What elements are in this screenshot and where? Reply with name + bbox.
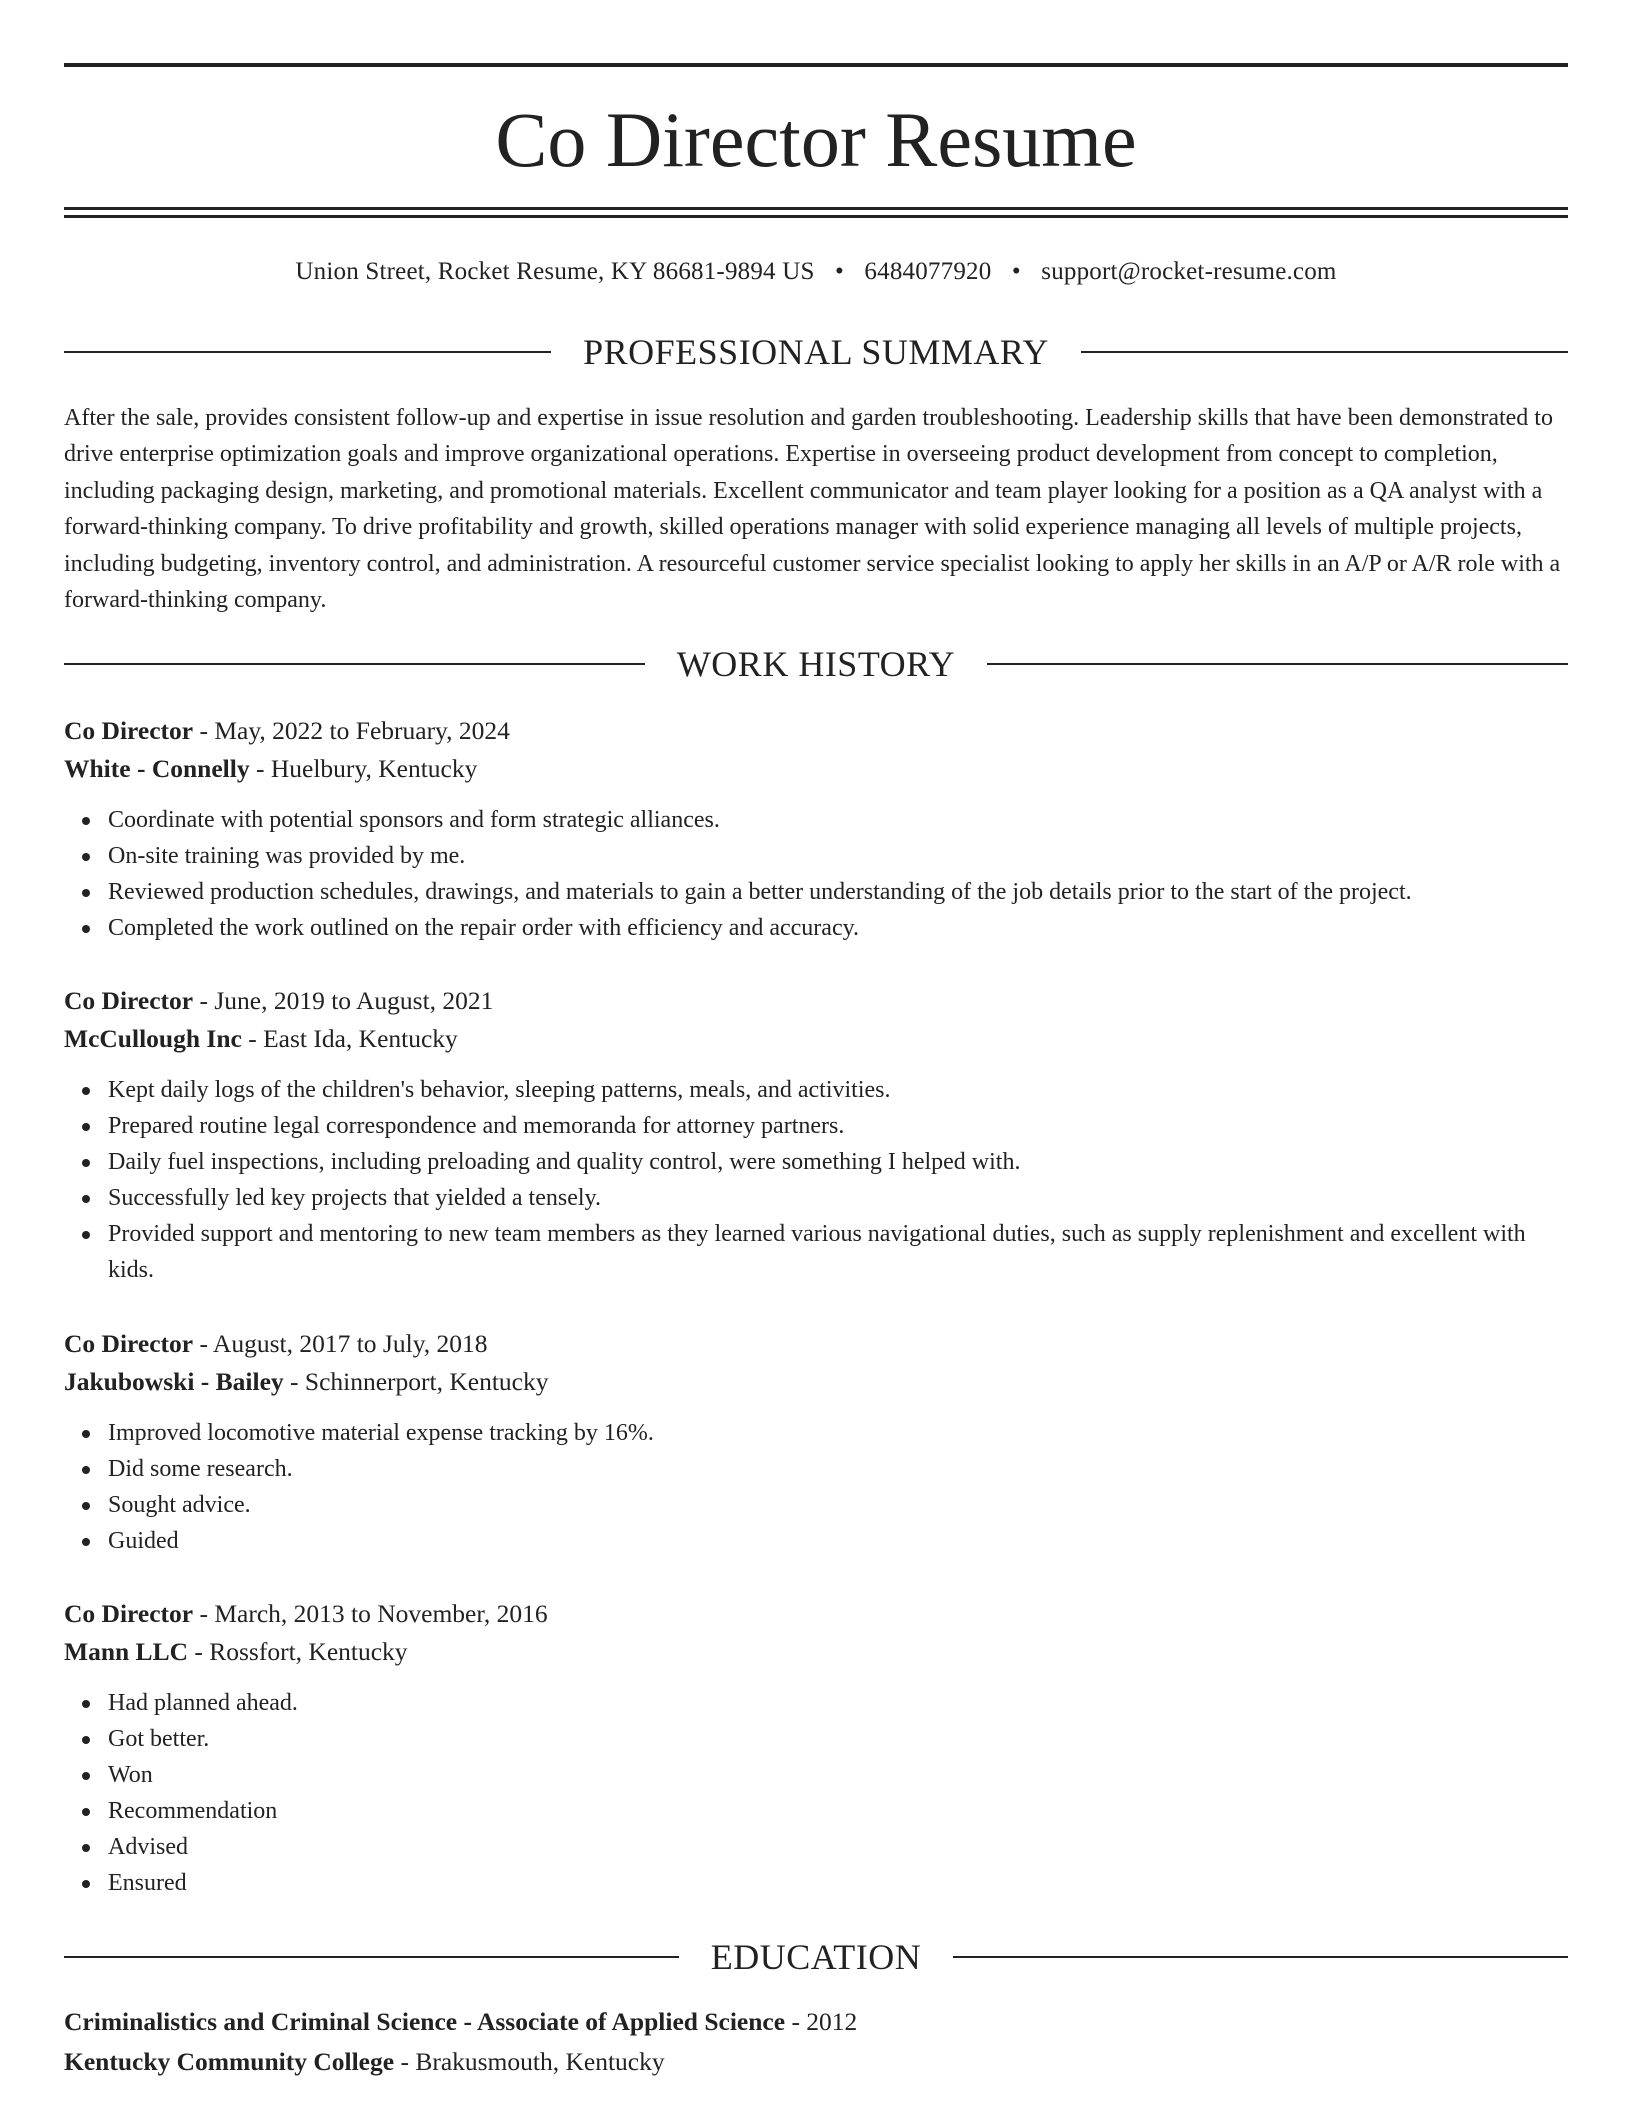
list-item: Did some research. (108, 1451, 1568, 1487)
job-company-line (64, 750, 1568, 788)
education-entry (64, 2002, 1568, 2082)
heading-rule (64, 1956, 679, 1958)
job-company: McCullough Inc (64, 1024, 242, 1053)
job-dates: - May, 2022 to February, 2024 (193, 716, 510, 745)
contact-separator: • (1011, 258, 1021, 285)
job-entry (64, 982, 1568, 1288)
job-company-line (64, 1633, 1568, 1671)
list-item: Had planned ahead. (108, 1685, 1568, 1721)
education-school-line (64, 2042, 1568, 2082)
job-dates: - August, 2017 to July, 2018 (193, 1329, 488, 1358)
heading-rule (987, 663, 1568, 665)
education-degree: Criminalistics and Criminal Science - Associate of Applied Science (64, 2007, 786, 2036)
contact-line (64, 254, 1568, 290)
job-title: Co Director (64, 1329, 194, 1358)
section-heading-education (64, 1935, 1568, 1979)
education-school: Kentucky Community College (64, 2047, 395, 2076)
job-title: Co Director (64, 716, 194, 745)
contact-phone: 6484077920 (864, 258, 992, 285)
job-title: Co Director (64, 1599, 194, 1628)
job-entry (64, 1595, 1568, 1901)
list-item: Ensured (108, 1865, 1568, 1901)
list-item: Completed the work outlined on the repair order with efficiency and accuracy. (108, 910, 1568, 946)
top-divider (64, 63, 1568, 67)
job-company: White - Connelly (64, 754, 250, 783)
job-location: - Schinnerport, Kentucky (283, 1367, 549, 1396)
job-bullets (64, 1072, 1568, 1288)
section-title: PROFESSIONAL SUMMARY (583, 332, 1049, 372)
list-item: Prepared routine legal correspondence and memoranda for attorney partners. (108, 1108, 1568, 1144)
job-location: - East Ida, Kentucky (241, 1024, 458, 1053)
job-company-line (64, 1020, 1568, 1058)
job-title-line (64, 712, 1568, 750)
list-item: Improved locomotive material expense tracking by 16%. (108, 1415, 1568, 1451)
title-divider-lower (64, 215, 1568, 218)
job-location: - Rossfort, Kentucky (188, 1637, 408, 1666)
job-bullets (64, 1685, 1568, 1901)
job-entry (64, 1325, 1568, 1559)
job-title-line (64, 982, 1568, 1020)
section-title: EDUCATION (710, 1937, 922, 1977)
list-item: Successfully led key projects that yielded a tensely. (108, 1180, 1568, 1216)
heading-rule (953, 1956, 1568, 1958)
list-item: Daily fuel inspections, including preloading and quality control, were something I helped with. (108, 1144, 1568, 1180)
list-item: Won (108, 1757, 1568, 1793)
contact-email: support@rocket-resume.com (1041, 258, 1337, 285)
section-heading-summary (64, 330, 1568, 374)
job-title: Co Director (64, 986, 194, 1015)
list-item: Reviewed production schedules, drawings, and materials to gain a better understanding of the job details prior to the start of the project. (108, 874, 1568, 910)
job-bullets (64, 802, 1568, 946)
list-item: Recommendation (108, 1793, 1568, 1829)
job-title-line (64, 1595, 1568, 1633)
education-year: - 2012 (785, 2007, 858, 2036)
resume-title: Co Director Resume (495, 96, 1137, 183)
list-item: Got better. (108, 1721, 1568, 1757)
title-divider-upper (64, 207, 1568, 210)
list-item: Sought advice. (108, 1487, 1568, 1523)
list-item: Provided support and mentoring to new team members as they learned various navigational duties, such as supply replenishment and excellent with kids. (108, 1216, 1568, 1288)
job-company-line (64, 1363, 1568, 1401)
heading-rule (64, 351, 551, 353)
job-company: Jakubowski - Bailey (64, 1367, 284, 1396)
professional-summary: After the sale, provides consistent follow-up and expertise in issue resolution and garden troubleshooting. Leadership skills that have been demonstrated to drive enterprise optimization goals and improve organizational operations. Expertise in overseeing product development from concept to completion, including packaging design, marketing, and promotional materials. Excellent communicator and team player looking for a position as a QA analyst with a forward-thinking company. To drive profitability and growth, skilled operations manager with solid experience managing all levels of multiple projects, including budgeting, inventory control, and administration. A resourceful customer service specialist looking to apply her skills in an A/P or A/R role with a forward-thinking company. (64, 405, 1561, 614)
section-title: WORK HISTORY (676, 644, 956, 684)
job-dates: - June, 2019 to August, 2021 (193, 986, 494, 1015)
list-item: Advised (108, 1829, 1568, 1865)
education-location: - Brakusmouth, Kentucky (394, 2047, 665, 2076)
job-title-line (64, 1325, 1568, 1363)
job-dates: - March, 2013 to November, 2016 (193, 1599, 548, 1628)
list-item: On-site training was provided by me. (108, 838, 1568, 874)
job-location: - Huelbury, Kentucky (249, 754, 478, 783)
list-item: Kept daily logs of the children's behavior, sleeping patterns, meals, and activities. (108, 1072, 1568, 1108)
contact-separator: • (835, 258, 844, 285)
job-company: Mann LLC (64, 1637, 188, 1666)
list-item: Guided (108, 1523, 1568, 1559)
heading-rule (64, 663, 645, 665)
job-bullets (64, 1415, 1568, 1559)
section-heading-work-history (64, 642, 1568, 686)
contact-address: Union Street, Rocket Resume, KY 86681-9894 US (295, 258, 815, 285)
heading-rule (1081, 351, 1568, 353)
education-degree-line (64, 2002, 1568, 2042)
job-entry (64, 712, 1568, 946)
list-item: Coordinate with potential sponsors and form strategic alliances. (108, 802, 1568, 838)
